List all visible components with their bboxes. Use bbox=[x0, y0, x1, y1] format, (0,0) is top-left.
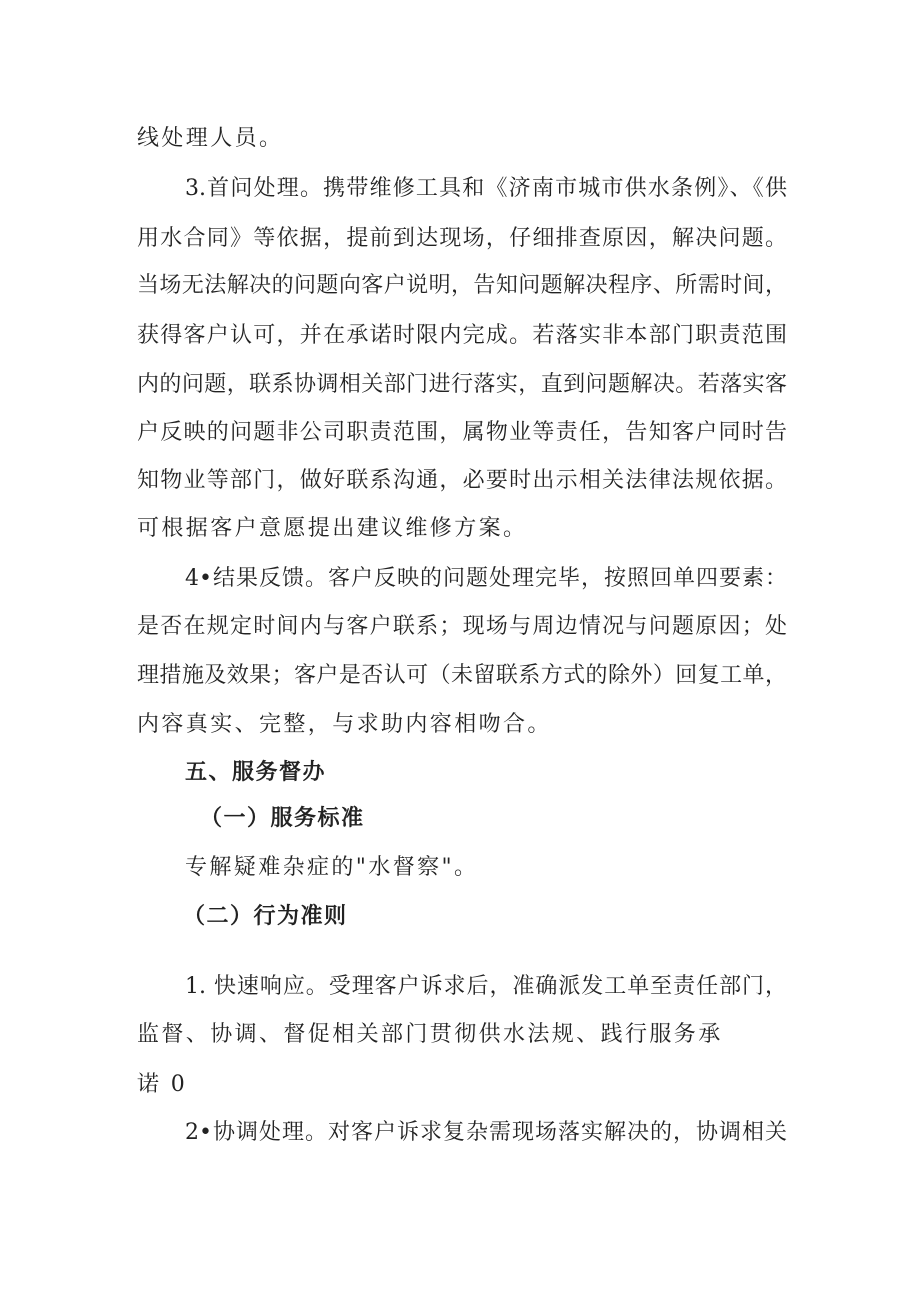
subsection-heading: （二）行为准则 bbox=[183, 904, 348, 929]
paragraph-line: 2•协调处理。对客户诉求复杂需现场落实解决的，协调相关 bbox=[185, 1120, 787, 1145]
paragraph-line: 知物业等部门，做好联系沟通，必要时出示相关法律法规依据。 bbox=[137, 468, 787, 493]
paragraph-line: 3.首问处理。携带维修工具和《济南市城市供水条例》、《供 bbox=[185, 176, 787, 201]
paragraph-line: 内容真实、完整，与求助内容相吻合。 bbox=[137, 712, 552, 737]
paragraph-line: 4•结果反馈。客户反映的问题处理完毕，按照回单四要素： bbox=[185, 566, 787, 591]
paragraph-line: 可根据客户意愿提出建议维修方案。 bbox=[137, 516, 528, 541]
paragraph-line: 线处理人员。 bbox=[137, 126, 284, 151]
paragraph-line: 户反映的问题非公司职责范围，属物业等责任，告知客户同时告 bbox=[137, 420, 787, 445]
paragraph-line: 是否在规定时间内与客户联系；现场与周边情况与问题原因；处 bbox=[137, 614, 787, 639]
paragraph-line: 获得客户认可，并在承诺时限内完成。若落实非本部门职责范围 bbox=[137, 323, 787, 348]
paragraph-line: 理措施及效果；客户是否认可（未留联系方式的除外）回复工单， bbox=[137, 663, 787, 688]
paragraph-line: 内的问题，联系协调相关部门进行落实，直到问题解决。若落实客 bbox=[137, 372, 787, 397]
paragraph-line: 监督、协调、督促相关部门贯彻供水法规、践行服务承 bbox=[137, 1022, 723, 1047]
paragraph-line: 当场无法解决的问题向客户说明，告知问题解决程序、所需时间， bbox=[137, 273, 787, 298]
paragraph-line: 诺 0 bbox=[137, 1072, 188, 1097]
paragraph-line: 1. 快速响应。受理客户诉求后，准确派发工单至责任部门， bbox=[185, 974, 787, 999]
paragraph-line: 专解疑难杂症的"水督察"。 bbox=[185, 855, 479, 880]
paragraph-line: 用水合同》等依据，提前到达现场，仔细排查原因，解决问题。 bbox=[137, 226, 787, 251]
subsection-heading: （一）服务标准 bbox=[200, 806, 365, 831]
section-heading: 五、服务督办 bbox=[185, 760, 327, 785]
